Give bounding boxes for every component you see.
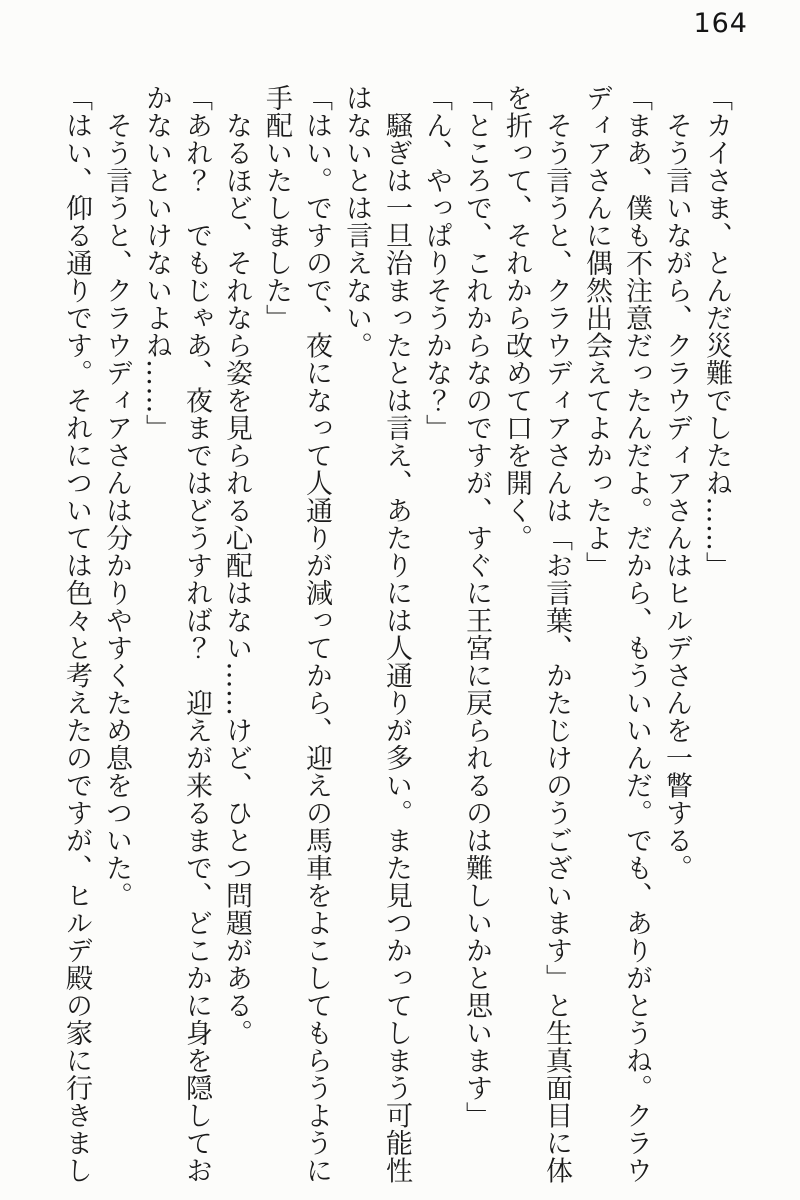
page-number: 164 [693,8,748,39]
text-line: 「ん、やっぱりそうかな？」 [421,84,452,442]
text-line: 騒ぎは一旦治まったとは言え、あたりには人通りが多い。また見つかってしまう可能性 [381,84,412,1184]
text-line: そう言うと、クラウディアさんは「お言葉、かたじけのうございます」と生真面目に体 [541,84,572,1184]
text-line: を折って、それから改めて口を開く。 [501,84,532,552]
text-line: そう言いながら、クラウディアさんはヒルデさんを一瞥する。 [661,84,692,882]
text-line: かないといけないよね……」 [141,84,172,442]
text-line: ディアさんに偶然出会えてよかったよ」 [581,84,612,579]
text-line: そう言うと、クラウディアさんは分かりやすくため息をついた。 [101,84,132,909]
text-line: なるほど、それなら姿を見られる心配はない……けど、ひとつ問題がある。 [221,84,252,1047]
text-line: はないとは言えない。 [341,84,372,359]
text-block [56,84,736,1190]
text-line: 手配いたしました」 [261,84,292,332]
text-line: 「ところで、これからなのですが、すぐに王宮に戻られるのは難しいかと思います」 [461,84,492,1129]
text-line: 「カイさま、とんだ災難でしたね……」 [701,84,732,579]
text-line: 「はい、仰る通りです。それについては色々と考えたのですが、ヒルデ殿の家に行きまし [61,84,92,1184]
text-line: 「まあ、僕も不注意だったんだよ。だから、もういいんだ。でも、ありがとうね。クラウ [621,84,652,1184]
text-line: 「はい。ですので、夜になって人通りが減ってから、迎えの馬車をよこしてもらうように [301,84,332,1184]
text-line: 「あれ？ でもじゃあ、夜まではどうすれば？ 迎えが来るまで、どこかに身を隠してお [181,84,212,1184]
